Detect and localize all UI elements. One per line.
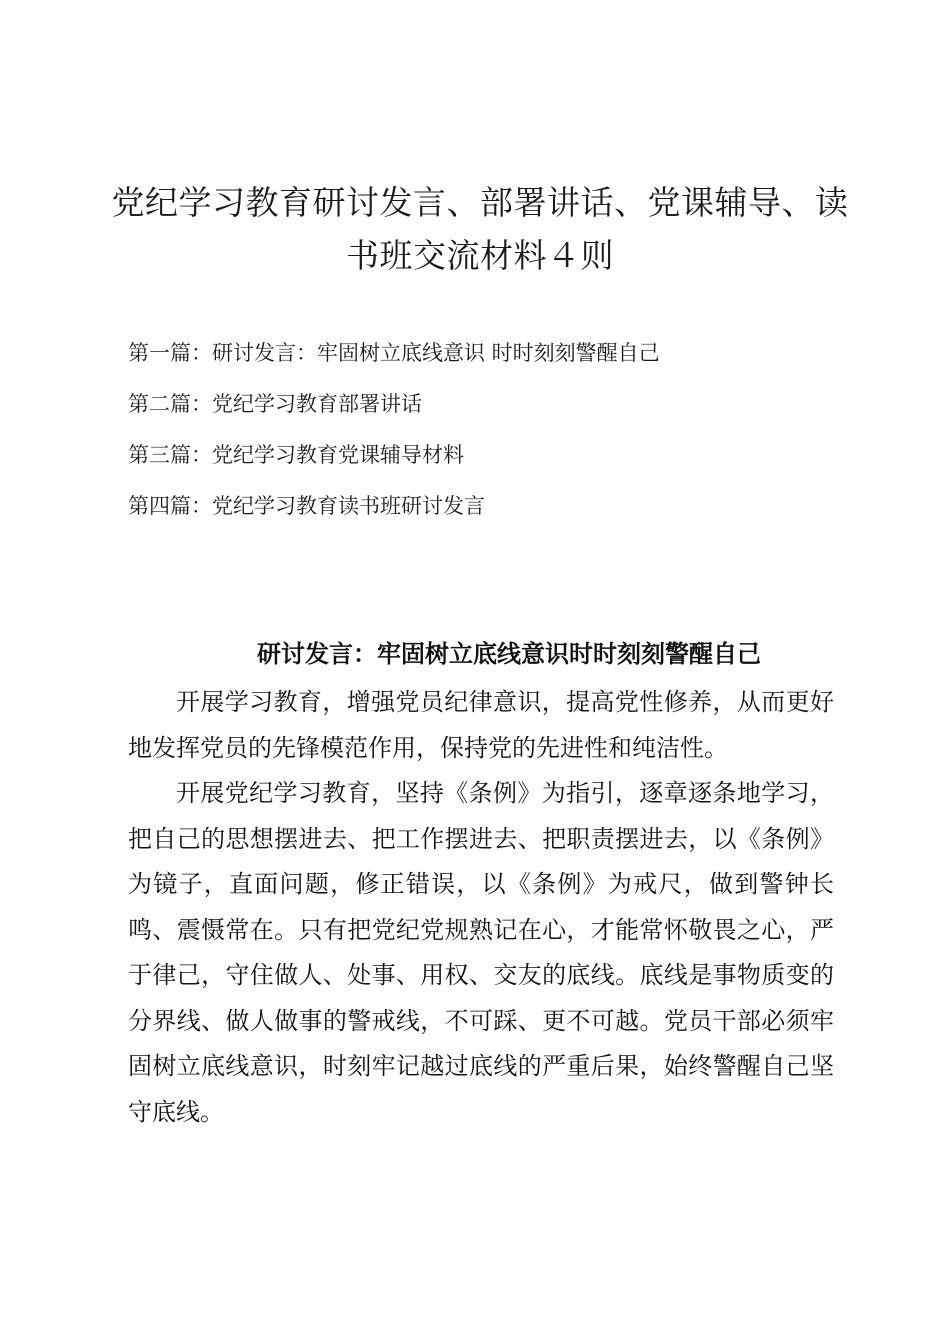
section-heading: 研讨发言：牢固树立底线意识时时刻刻警醒自己	[257, 640, 761, 668]
section-body	[128, 680, 834, 1135]
body-paragraph-1: 开展学习教育，增强党员纪律意识，提高党性修养，从而更好地发挥党员的先锋模范作用，保持党的先进性和纯洁性。	[128, 688, 834, 762]
body-paragraph-2: 开展党纪学习教育，坚持《条例》为指引，逐章逐条地学习，把自己的思想摆进去、把工作摆进去、把职责摆进去，以《条例》为镜子，直面问题，修正错误，以《条例》为戒尺，做到警钟长鸣、震慑常在。只有把党纪党规熟记在心，才能常怀敬畏之心，严于律己，守住做人、处事、用权、交友的底线。底线是事物质变的分界线、做人做事的警戒线，不可踩、更不可越。党员干部必须牢固树立底线意识，时刻牢记越过底线的严重后果，始终警醒自己坚守底线。	[128, 779, 834, 1126]
toc-item-1: 第一篇：研讨发言：牢固树立底线意识 时时刻刻警醒自己	[128, 341, 660, 365]
toc-item-4: 第四篇：党纪学习教育读书班研讨发言	[128, 494, 485, 518]
document-title: 党纪学习教育研讨发言、部署讲话、党课辅导、读书班交流材料４则	[111, 183, 849, 275]
toc-item-3: 第三篇：党纪学习教育党课辅导材料	[128, 443, 464, 467]
table-of-contents	[128, 338, 848, 542]
toc-item-2: 第二篇：党纪学习教育部署讲话	[128, 392, 422, 416]
